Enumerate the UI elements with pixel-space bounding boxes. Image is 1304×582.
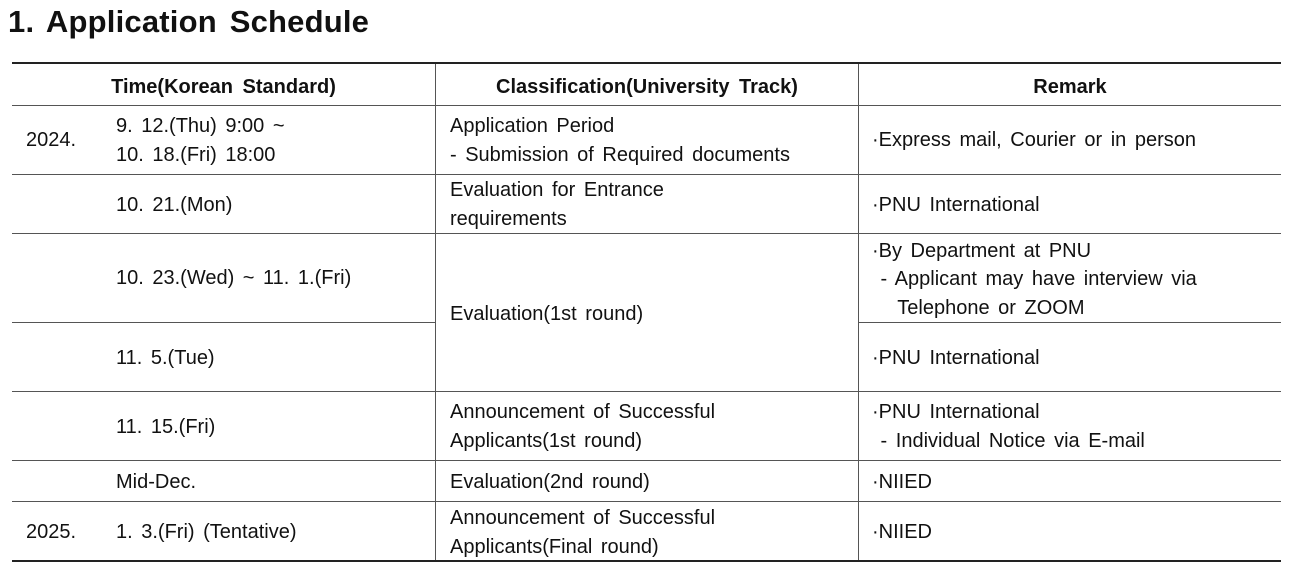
classification-cell: - Submission of Required documents: [450, 144, 790, 166]
remark-cell: ·By Department at PNU: [872, 240, 1092, 262]
time-cell: Mid-Dec.: [116, 471, 197, 493]
remark-cell: ·Express mail, Courier or in person: [872, 129, 1196, 151]
row-divider: [12, 233, 1281, 234]
year-label: 2025.: [26, 521, 77, 543]
row-divider: [12, 460, 1281, 461]
time-cell: 10. 21.(Mon): [116, 194, 233, 216]
remark-cell: - Individual Notice via E-mail: [872, 430, 1145, 452]
time-cell: 9. 12.(Thu) 9:00 ~: [116, 115, 285, 137]
column-header-classification: Classification(University Track): [496, 76, 798, 98]
time-cell: 10. 18.(Fri) 18:00: [116, 144, 276, 166]
time-cell: 11. 15.(Fri): [116, 416, 216, 438]
time-cell: 11. 5.(Tue): [116, 347, 215, 369]
page-title: 1. Application Schedule: [8, 4, 370, 39]
time-cell: 10. 23.(Wed) ~ 11. 1.(Fri): [116, 267, 352, 289]
row-divider: [12, 391, 1281, 392]
column-divider: [858, 64, 859, 560]
classification-cell: requirements: [450, 208, 567, 230]
classification-cell: Evaluation(2nd round): [450, 471, 650, 493]
remark-cell: Telephone or ZOOM: [872, 297, 1085, 319]
remark-cell: ·NIIED: [872, 471, 932, 493]
classification-cell: Applicants(1st round): [450, 430, 642, 452]
classification-cell: Evaluation(1st round): [450, 303, 644, 325]
header-divider: [12, 105, 1281, 106]
column-divider: [435, 64, 436, 560]
classification-cell: Application Period: [450, 115, 615, 137]
row-divider: [12, 174, 1281, 175]
row-divider: [12, 322, 435, 323]
classification-cell: Applicants(Final round): [450, 536, 659, 558]
row-divider: [12, 501, 1281, 502]
time-cell: 1. 3.(Fri) (Tentative): [116, 521, 297, 543]
column-header-time: Time(Korean Standard): [111, 76, 336, 98]
classification-cell: Evaluation for Entrance: [450, 179, 664, 201]
remark-cell: - Applicant may have interview via: [872, 268, 1197, 290]
column-header-remark: Remark: [1033, 76, 1107, 98]
classification-cell: Announcement of Successful: [450, 507, 716, 529]
remark-cell: ·PNU International: [872, 194, 1040, 216]
classification-cell: Announcement of Successful: [450, 401, 716, 423]
table-top-rule: [12, 62, 1281, 64]
remark-cell: ·PNU International: [872, 347, 1040, 369]
year-label: 2024.: [26, 129, 77, 151]
remark-cell: ·PNU International: [872, 401, 1040, 423]
remark-cell: ·NIIED: [872, 521, 932, 543]
